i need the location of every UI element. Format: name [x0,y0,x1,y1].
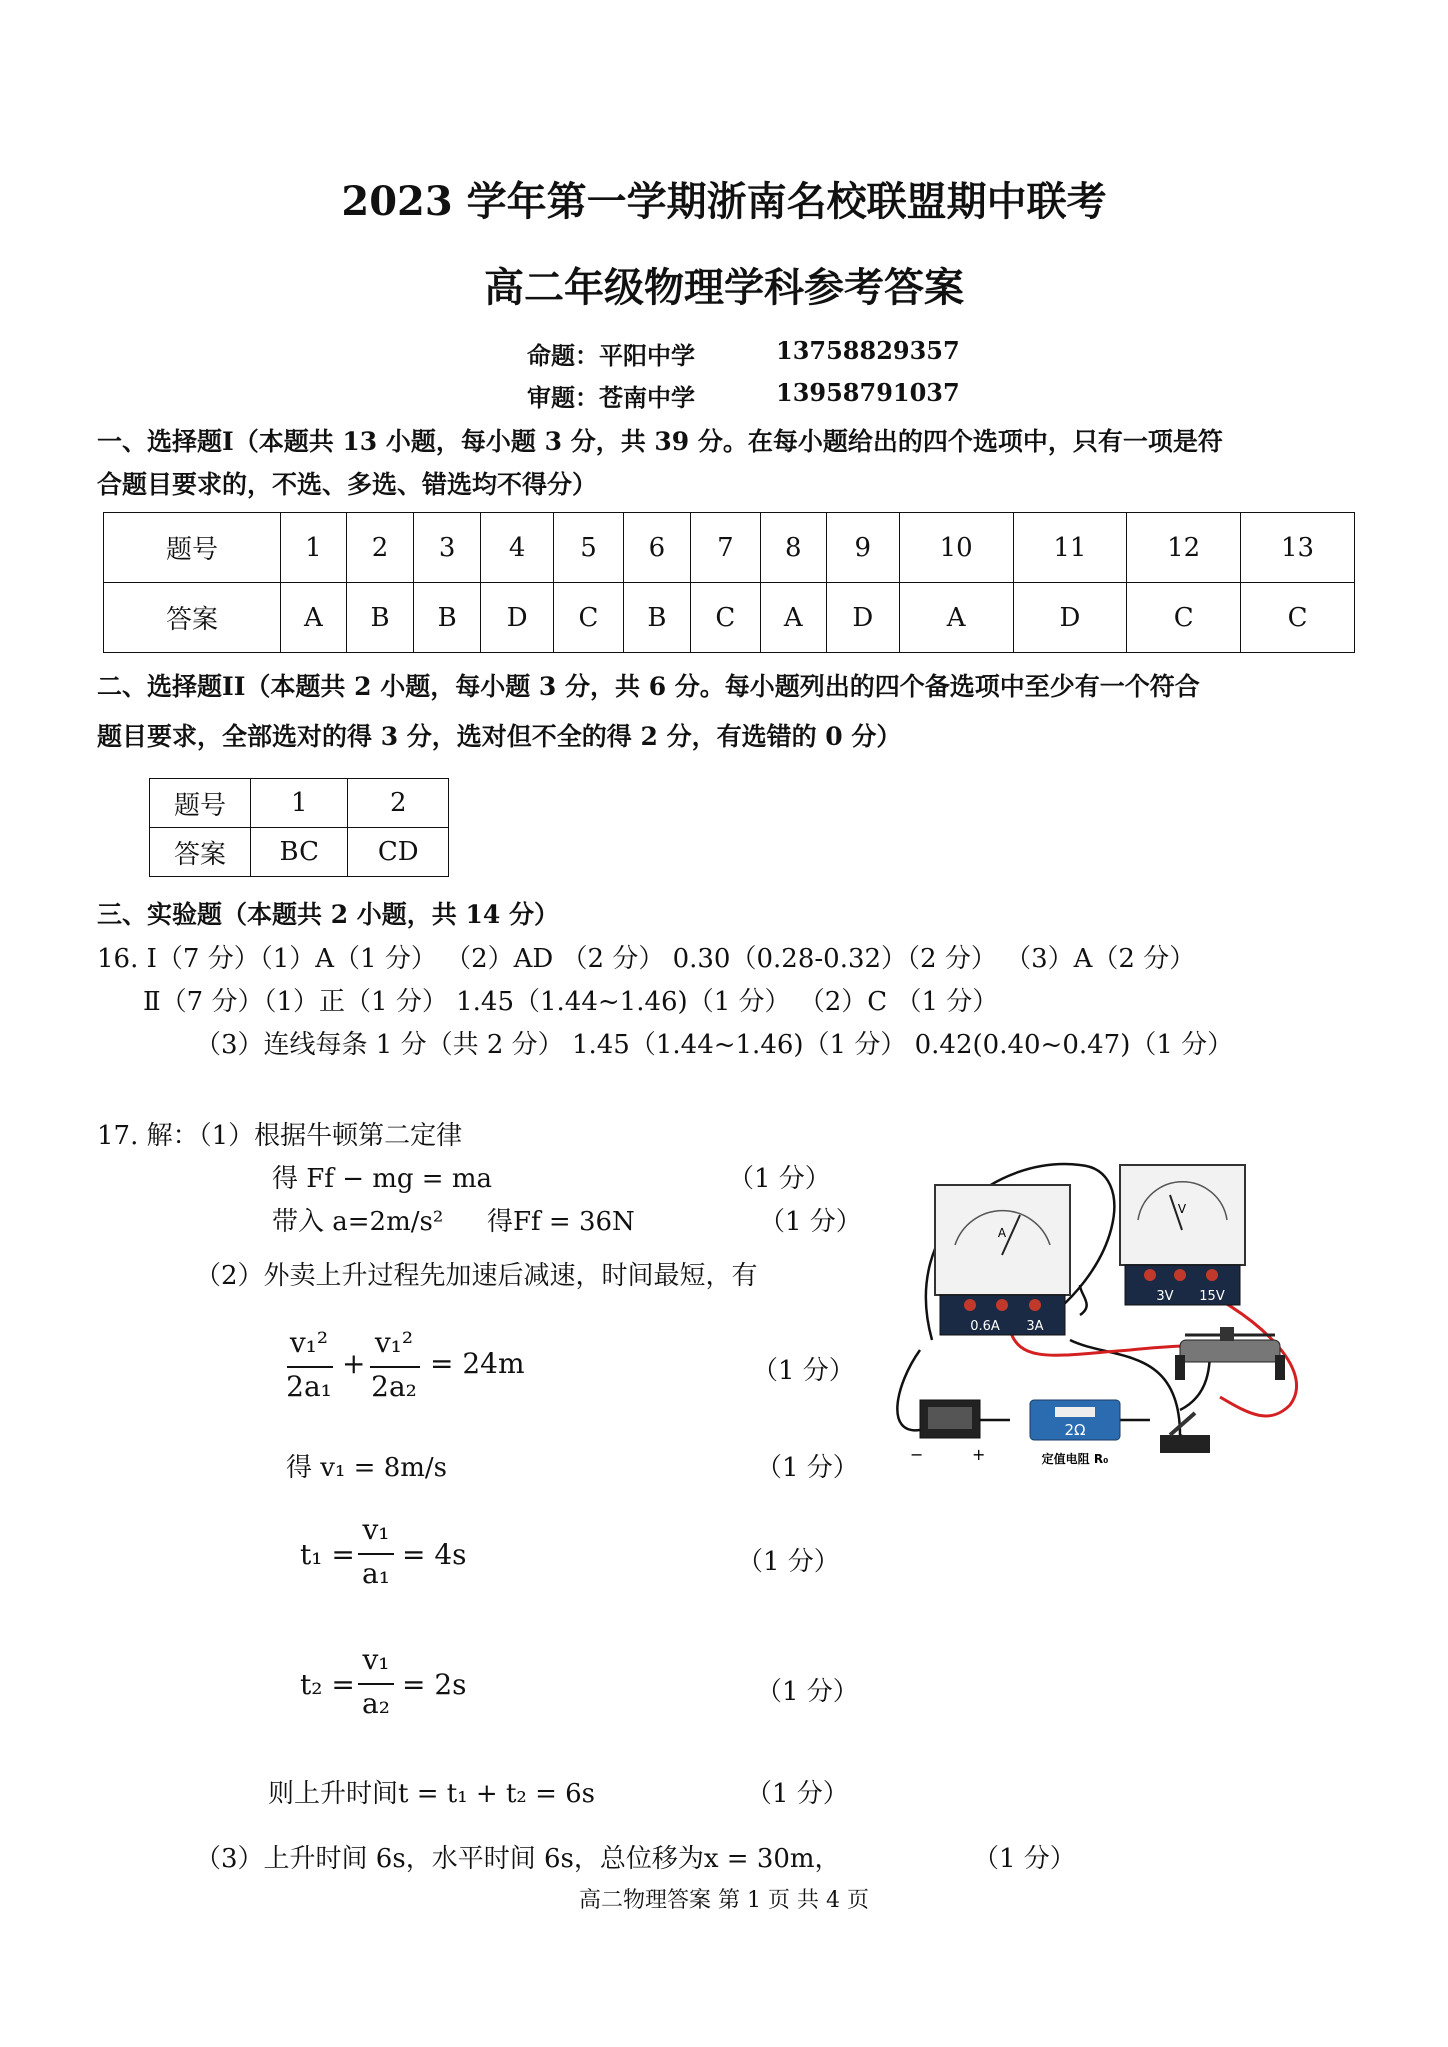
battery [920,1400,980,1438]
switch [1160,1413,1210,1453]
answer-cell: C [1241,583,1355,653]
question-number: 8 [760,513,826,583]
t2-rhs: = 2s [402,1668,467,1701]
question-number: 11 [1013,513,1127,583]
q17-eq3-rhs: = 24m [430,1347,525,1380]
ammeter-terminal: 0.6A [970,1319,1000,1334]
answer-cell: BC [251,828,348,877]
points-label: （1 分） [756,1453,859,1483]
fraction-bar [358,1553,394,1555]
battery-plus: + [972,1445,986,1464]
wire [897,1350,920,1430]
battery-minus: − [910,1445,924,1464]
answer-cell: A [760,583,826,653]
page-footer: 高二物理答案 第 1 页 共 4 页 [579,1888,869,1913]
voltmeter-terminal: 15V [1199,1289,1225,1304]
q16-line2: Ⅱ（7 分）（1）正（1 分） 1.45（1.44~1.46)（1 分） （2）C （1 分） [143,987,999,1017]
ammeter-label: A [997,1226,1007,1240]
t2-denominator: a₂ [362,1687,390,1720]
section3-heading: 三、实验题（本题共 2 小题，共 14 分） [97,900,560,929]
section1-heading: 一、选择题I（本题共 13 小题，每小题 3 分，共 39 分。在每小题给出的四个选项中，只有一项是符 [97,427,1223,456]
answer-cell: CD [348,828,449,877]
page-subtitle: 高二年级物理学科参考答案 [484,264,964,311]
author-label: 命题：平阳中学 [527,341,695,370]
reviewer-phone: 13958791037 [776,378,960,407]
t1-numerator: v₁ [362,1513,390,1546]
section2-heading: 二、选择题II（本题共 2 小题，每小题 3 分，共 6 分。每小题列出的四个备选项中至少有一个符合 [97,672,1200,701]
t2-lhs: t₂ = [300,1668,355,1701]
frac1-numerator: v₁² [289,1326,329,1359]
points-label: （1 分） [737,1547,840,1577]
frac2-numerator: v₁² [374,1326,414,1359]
answer-cell: A [280,583,346,653]
question-number: 2 [348,779,449,828]
reviewer-label: 审题：苍南中学 [527,383,695,412]
row-label: 题号 [150,779,251,828]
section2-heading-cont: 题目要求，全部选对的得 3 分，选对但不全的得 2 分，有选错的 0 分） [97,722,902,751]
points-label: （1 分） [973,1844,1076,1874]
question-number: 10 [899,513,1013,583]
answer-cell: B [623,583,690,653]
q16-line3: （3）连线每条 1 分（共 2 分） 1.45（1.44~1.46)（1 分） 0.42(0.40~0.47)（1 分） [195,1030,1234,1060]
q17-part3: （3）上升时间 6s，水平时间 6s，总位移为x = 30m， [195,1844,841,1874]
answer-cell: B [346,583,413,653]
answer-cell: C [1127,583,1241,653]
answer-cell: D [1013,583,1127,653]
q17-eq5: 则上升时间t = t₁ + t₂ = 6s [268,1779,596,1809]
row-label: 答案 [104,583,281,653]
table-row-numbers [104,513,1355,583]
question-number: 6 [623,513,690,583]
section1-answer-table [103,512,1355,653]
question-number: 9 [826,513,899,583]
voltmeter [1120,1165,1245,1305]
q17-part2: （2）外卖上升过程先加速后减速，时间最短，有 [195,1261,758,1291]
question-number: 2 [346,513,413,583]
points-label: （1 分） [752,1356,855,1386]
q17-eq1: 得 Ff − mg = ma [272,1164,493,1194]
rheostat [1175,1327,1285,1380]
row-label: 答案 [150,828,251,877]
table-row-numbers [150,779,449,828]
row-label: 题号 [104,513,281,583]
t1-denominator: a₁ [362,1557,390,1590]
wire [1080,1285,1087,1315]
q16-line1: 16. Ⅰ（7 分）（1）A（1 分） （2）AD （2 分） 0.30（0.28-0.32）（2 分） （3）A（2 分） [97,944,1196,974]
fraction-bar [287,1366,333,1368]
answer-cell: D [826,583,899,653]
fraction-bar [358,1683,394,1685]
frac2-denominator: 2a₂ [371,1370,417,1403]
question-number: 7 [691,513,761,583]
answer-cell: C [554,583,624,653]
answer-cell: C [691,583,761,653]
q17-intro: 17. 解：（1）根据牛顿第二定律 [97,1121,463,1151]
points-label: （1 分） [746,1779,849,1809]
t1-rhs: = 4s [402,1538,467,1571]
points-label: （1 分） [756,1677,859,1707]
frac1-denominator: 2a₁ [286,1370,332,1403]
answer-cell: A [899,583,1013,653]
q17-eq2a: 带入 a=2m/s² [272,1207,444,1237]
question-number: 5 [554,513,624,583]
ammeter-terminal: 3A [1026,1319,1044,1334]
table-row-answers [104,583,1355,653]
section1-heading-cont: 合题目要求的，不选、多选、错选均不得分） [97,470,598,499]
fraction-bar [370,1366,420,1368]
resistor-value: 2Ω [1064,1421,1086,1439]
author-phone: 13758829357 [776,336,960,365]
voltmeter-terminal: 3V [1156,1289,1174,1304]
question-number: 4 [481,513,554,583]
points-label: （1 分） [728,1164,831,1194]
t2-numerator: v₁ [362,1643,390,1676]
question-number: 12 [1127,513,1241,583]
circuit-figure [880,1145,1320,1475]
question-number: 1 [280,513,346,583]
answer-cell: D [481,583,554,653]
ammeter [935,1185,1070,1335]
t1-lhs: t₁ = [300,1538,355,1571]
question-number: 3 [414,513,481,583]
section2-answer-table [149,778,449,877]
answer-cell: B [414,583,481,653]
page-title: 2023 学年第一学期浙南名校联盟期中联考 [341,178,1107,225]
points-label: （1 分） [759,1207,862,1237]
q17-eq4: 得 v₁ = 8m/s [286,1453,447,1483]
question-number: 13 [1241,513,1355,583]
question-number: 1 [251,779,348,828]
resistor-caption: 定值电阻 R₀ [1041,1452,1109,1466]
q17-eq2b: 得Ff = 36N [487,1207,635,1237]
voltmeter-label: V [1177,1202,1187,1216]
plus-sign: + [342,1347,366,1380]
table-row-answers [150,828,449,877]
